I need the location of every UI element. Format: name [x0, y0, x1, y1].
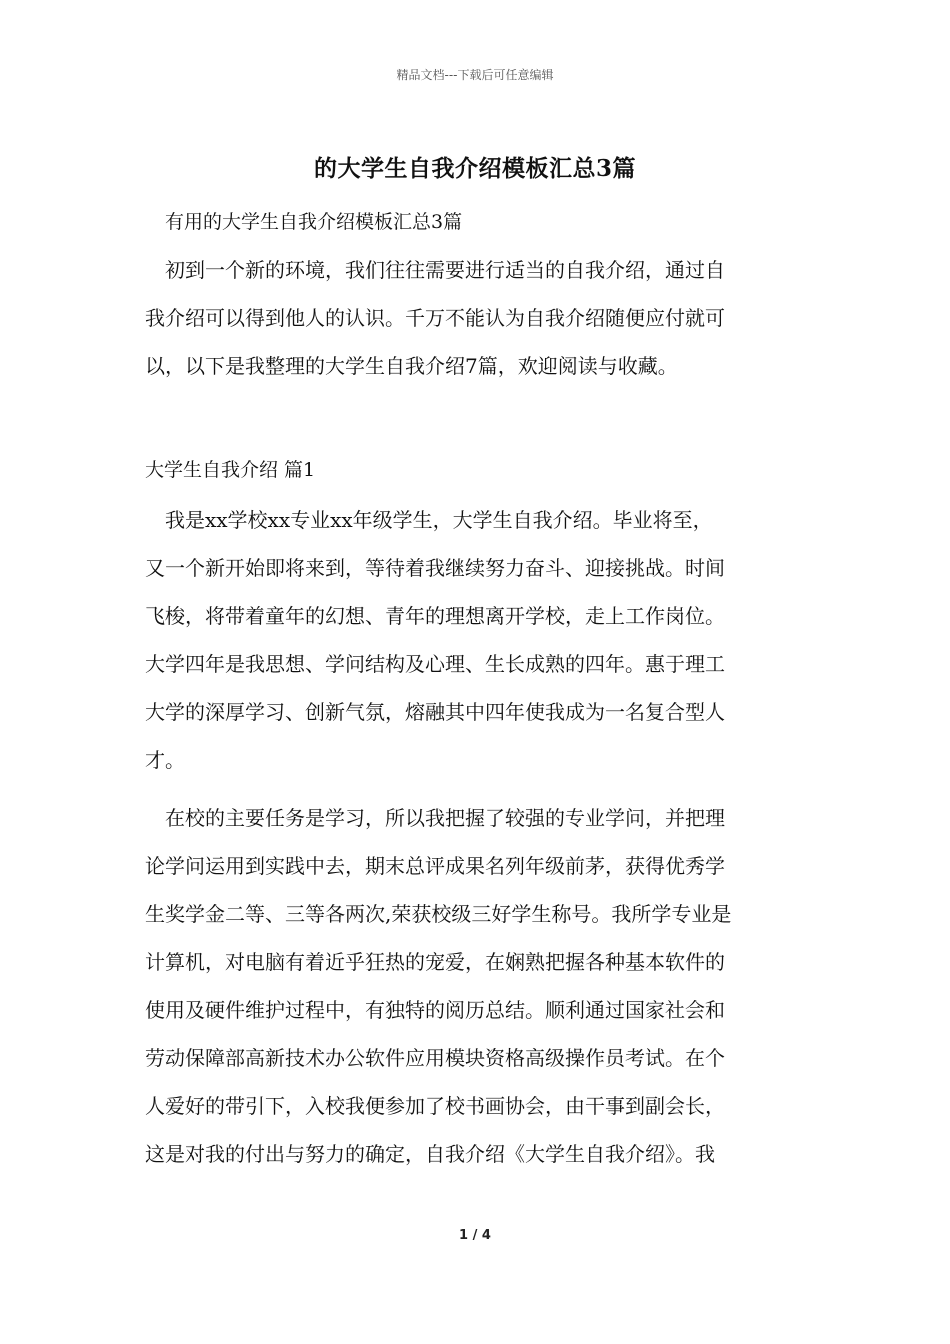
text-line: 计算机，对电脑有着近乎狂热的宠爱，在娴熟把握各种基本软件的	[145, 950, 725, 974]
document-title: 的大学生自我介绍模板汇总3篇	[313, 155, 636, 182]
text-line: 大学的深厚学习、创新气氛，熔融其中四年使我成为一名复合型人	[145, 700, 725, 724]
section-heading: 大学生自我介绍 篇1	[145, 459, 316, 481]
page-header: 精品文档---下载后可任意编辑	[396, 68, 554, 82]
text-line: 论学问运用到实践中去，期末总评成果名列年级前茅，获得优秀学	[145, 854, 725, 878]
text-line: 使用及硬件维护过程中，有独特的阅历总结。顺利通过国家社会和	[145, 998, 725, 1022]
text-line: 在校的主要任务是学习，所以我把握了较强的专业学问，并把理	[145, 806, 725, 830]
body-paragraph-1	[145, 496, 810, 784]
page-number: 1 / 4	[459, 1228, 491, 1243]
text-line: 这是对我的付出与努力的确定，自我介绍《大学生自我介绍》。我	[145, 1142, 715, 1166]
text-line: 飞梭，将带着童年的幻想、青年的理想离开学校，走上工作岗位。	[145, 604, 725, 628]
text-line: 我介绍可以得到他人的认识。千万不能认为自我介绍随便应付就可	[145, 306, 725, 330]
intro-paragraph	[145, 246, 810, 390]
text-line: 大学四年是我思想、学问结构及心理、生长成熟的四年。惠于理工	[145, 652, 725, 676]
text-line: 生奖学金二等、三等各两次,荣获校级三好学生称号。我所学专业是	[145, 902, 732, 926]
text-line: 以，以下是我整理的大学生自我介绍7篇，欢迎阅读与收藏。	[145, 354, 678, 378]
document-subtitle: 有用的大学生自我介绍模板汇总3篇	[165, 211, 463, 233]
text-line: 又一个新开始即将来到，等待着我继续努力奋斗、迎接挑战。时间	[145, 556, 725, 580]
text-line: 初到一个新的环境，我们往往需要进行适当的自我介绍，通过自	[145, 258, 725, 282]
text-line: 我是xx学校xx专业xx年级学生，大学生自我介绍。毕业将至，	[145, 508, 713, 532]
text-line: 才。	[145, 748, 185, 772]
text-line: 劳动保障部高新技术办公软件应用模块资格高级操作员考试。在个	[145, 1046, 725, 1070]
text-line: 人爱好的带引下，入校我便参加了校书画协会，由干事到副会长，	[145, 1094, 725, 1118]
body-paragraph-2	[145, 794, 810, 1178]
